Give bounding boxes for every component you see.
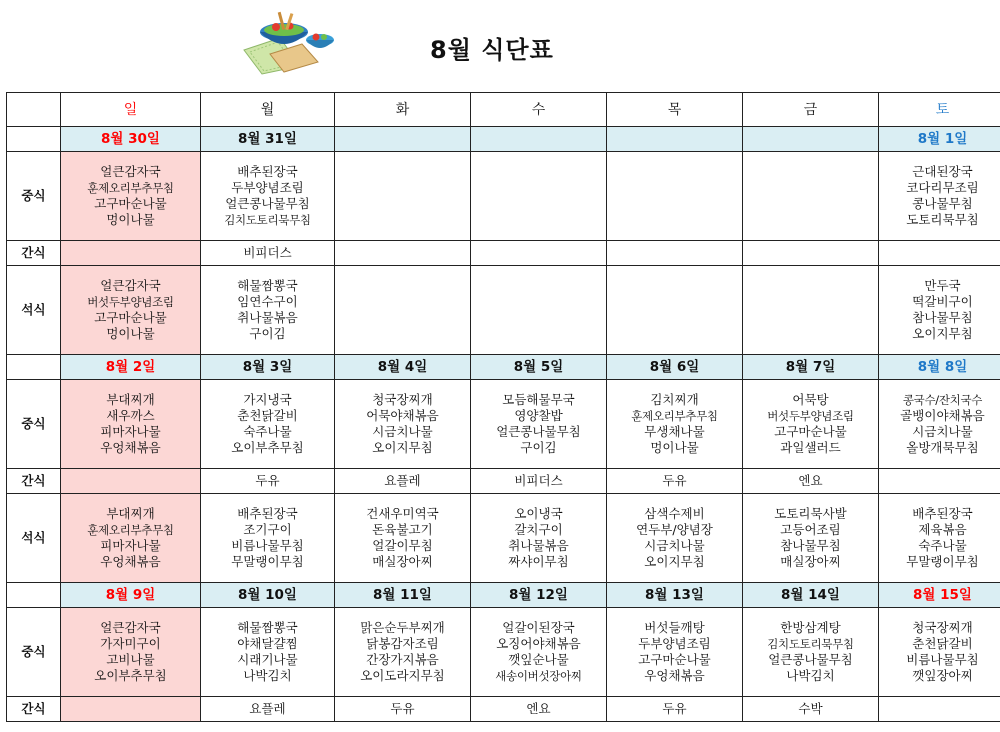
menu-item: 시금치나물 (912, 424, 973, 439)
menu-item: 어묵야채볶음 (366, 408, 439, 423)
menu-item: 오이지무침 (912, 326, 973, 341)
menu-item: 참나물무침 (780, 538, 841, 553)
menu-item: 청국장찌개 (912, 620, 973, 635)
menu-item: 모듬해물무국 (502, 392, 575, 407)
row-label: 중식 (7, 608, 61, 697)
menu-item: 참나물무침 (912, 310, 973, 325)
menu-item: 춘천닭갈비 (912, 636, 973, 651)
date-row-label (7, 127, 61, 152)
menu-item: 얼큰감자국 (100, 620, 161, 635)
menu-cell (335, 241, 471, 266)
food-illustration-icon (240, 10, 340, 76)
weekday-header: 수 (471, 93, 607, 127)
menu-cell (879, 241, 1000, 266)
menu-cell (61, 494, 201, 583)
menu-item: 비피더스 (243, 245, 292, 260)
menu-item: 오이부추무침 (231, 440, 304, 455)
menu-item: 김치찌개 (650, 392, 699, 407)
menu-item: 짜샤이무침 (508, 554, 569, 569)
date-cell: 8월 4일 (335, 355, 471, 380)
menu-item: 훈제오리부추무침 (631, 409, 718, 423)
menu-cell (335, 266, 471, 355)
menu-item: 피마자나물 (100, 424, 161, 439)
menu-item: 콩국수/잔치국수 (902, 393, 983, 407)
menu-item: 삼색수제비 (644, 506, 705, 521)
menu-item: 피마자나물 (100, 538, 161, 553)
menu-item: 고등어조림 (780, 522, 841, 537)
menu-cell (201, 697, 335, 722)
menu-cell (335, 152, 471, 241)
menu-item: 청국장찌개 (372, 392, 433, 407)
menu-item: 버섯들깨탕 (644, 620, 705, 635)
date-cell: 8월 13일 (607, 583, 743, 608)
menu-cell (471, 469, 607, 494)
menu-item: 나박김치 (786, 668, 835, 683)
menu-item: 깻잎순나물 (508, 652, 569, 667)
menu-cell (743, 380, 879, 469)
menu-item: 무말랭이무침 (906, 554, 979, 569)
weekday-header: 일 (61, 93, 201, 127)
date-cell: 8월 15일 (879, 583, 1000, 608)
menu-item: 숙주나물 (918, 538, 967, 553)
menu-item: 훈제오리부추무침 (87, 181, 174, 195)
menu-cell (743, 152, 879, 241)
header (0, 0, 1000, 92)
row-label: 간식 (7, 697, 61, 722)
menu-item: 춘천닭갈비 (237, 408, 298, 423)
menu-item: 우엉채볶음 (100, 554, 161, 569)
menu-item: 깻잎장아찌 (912, 668, 973, 683)
date-row (7, 583, 1000, 608)
menu-cell (61, 152, 201, 241)
date-row-label (7, 583, 61, 608)
menu-item: 멍이나물 (106, 326, 155, 341)
menu-cell (335, 494, 471, 583)
row-label: 간식 (7, 241, 61, 266)
menu-item: 근대된장국 (912, 164, 973, 179)
menu-item: 얼큰콩나물무침 (768, 652, 853, 667)
menu-cell (201, 608, 335, 697)
row-label: 석식 (7, 494, 61, 583)
menu-item: 요플레 (384, 473, 421, 488)
menu-item: 닭봉감자조림 (366, 636, 439, 651)
weekday-header: 목 (607, 93, 743, 127)
date-row (7, 127, 1000, 152)
menu-cell (61, 697, 201, 722)
date-cell: 8월 2일 (61, 355, 201, 380)
menu-item: 올방개묵무침 (906, 440, 979, 455)
menu-cell (201, 494, 335, 583)
menu-cell (335, 697, 471, 722)
date-cell: 8월 5일 (471, 355, 607, 380)
menu-item: 두유 (662, 473, 687, 488)
date-cell: 8월 30일 (61, 127, 201, 152)
menu-item: 비름나물무침 (231, 538, 304, 553)
menu-item: 연두부/양념장 (636, 522, 713, 537)
menu-cell (471, 241, 607, 266)
menu-cell (335, 608, 471, 697)
menu-item: 해물짬뽕국 (237, 278, 298, 293)
menu-item: 갈치구이 (514, 522, 563, 537)
menu-cell (201, 380, 335, 469)
menu-item: 두유 (255, 473, 280, 488)
menu-item: 맑은순두부찌개 (360, 620, 445, 635)
menu-item: 부대찌개 (106, 506, 155, 521)
menu-cell (471, 697, 607, 722)
menu-cell (743, 469, 879, 494)
date-cell (471, 127, 607, 152)
menu-item: 우엉채볶음 (100, 440, 161, 455)
menu-item: 나박김치 (243, 668, 292, 683)
date-cell: 8월 8일 (879, 355, 1000, 380)
menu-item: 고비나물 (106, 652, 155, 667)
menu-item: 오이도라지무침 (360, 668, 445, 683)
menu-item: 오이지무침 (372, 440, 433, 455)
date-cell: 8월 10일 (201, 583, 335, 608)
menu-cell (201, 266, 335, 355)
date-cell (743, 127, 879, 152)
menu-cell (61, 469, 201, 494)
menu-item: 두유 (390, 701, 415, 716)
weekday-header: 화 (335, 93, 471, 127)
menu-item: 시금치나물 (372, 424, 433, 439)
date-cell (335, 127, 471, 152)
menu-cell (879, 380, 1000, 469)
menu-item: 구이김 (520, 440, 557, 455)
corner-cell (7, 93, 61, 127)
menu-cell (471, 608, 607, 697)
menu-cell (61, 380, 201, 469)
menu-cell (61, 608, 201, 697)
menu-cell (607, 494, 743, 583)
menu-cell (335, 380, 471, 469)
menu-item: 새우까스 (106, 408, 155, 423)
menu-item: 한방삼계탕 (780, 620, 841, 635)
menu-cell (61, 266, 201, 355)
menu-cell (607, 241, 743, 266)
menu-cell (879, 608, 1000, 697)
menu-item: 얼큰콩나물무침 (496, 424, 581, 439)
menu-item: 취나물볶음 (508, 538, 569, 553)
menu-item: 코다리무조림 (906, 180, 979, 195)
snack-row (7, 469, 1000, 494)
menu-cell (879, 152, 1000, 241)
date-cell: 8월 3일 (201, 355, 335, 380)
menu-cell (471, 152, 607, 241)
row-label: 석식 (7, 266, 61, 355)
menu-item: 숙주나물 (243, 424, 292, 439)
row-label: 간식 (7, 469, 61, 494)
menu-cell (471, 266, 607, 355)
menu-item: 얼갈이된장국 (502, 620, 575, 635)
menu-item: 오징어야채볶음 (496, 636, 581, 651)
menu-cell (471, 494, 607, 583)
menu-cell (879, 266, 1000, 355)
menu-item: 매실장아찌 (372, 554, 433, 569)
menu-item: 조기구이 (243, 522, 292, 537)
menu-item: 해물짬뽕국 (237, 620, 298, 635)
menu-item: 우엉채볶음 (644, 668, 705, 683)
menu-cell (335, 469, 471, 494)
date-row-label (7, 355, 61, 380)
menu-item: 엔요 (798, 473, 823, 488)
weekday-header-row (7, 93, 1000, 127)
date-cell: 8월 1일 (879, 127, 1000, 152)
menu-item: 버섯두부양념조림 (767, 409, 854, 423)
weekday-header: 월 (201, 93, 335, 127)
menu-item: 버섯두부양념조림 (87, 295, 174, 309)
date-cell: 8월 11일 (335, 583, 471, 608)
meal-schedule-table (6, 92, 1000, 722)
menu-item: 제육볶음 (918, 522, 967, 537)
menu-cell (201, 152, 335, 241)
date-cell: 8월 14일 (743, 583, 879, 608)
menu-cell (879, 494, 1000, 583)
menu-item: 도토리묵무침 (906, 212, 979, 227)
menu-item: 엔요 (526, 701, 551, 716)
weekday-header: 토 (879, 93, 1000, 127)
menu-item: 무생채나물 (644, 424, 705, 439)
menu-cell (879, 697, 1000, 722)
menu-item: 어묵탕 (792, 392, 829, 407)
menu-item: 가자미구이 (100, 636, 161, 651)
menu-item: 멍이나물 (650, 440, 699, 455)
menu-cell (607, 266, 743, 355)
menu-cell (879, 469, 1000, 494)
menu-item: 간장가지볶음 (366, 652, 439, 667)
meal-row (7, 152, 1000, 241)
date-cell: 8월 7일 (743, 355, 879, 380)
menu-item: 김치도토리묵무침 (767, 637, 854, 651)
menu-item: 무말랭이무침 (231, 554, 304, 569)
menu-item: 멍이나물 (106, 212, 155, 227)
menu-item: 오이지무침 (644, 554, 705, 569)
menu-item: 비피더스 (514, 473, 563, 488)
date-cell (607, 127, 743, 152)
menu-item: 요플레 (249, 701, 286, 716)
menu-item: 콩나물무침 (912, 196, 973, 211)
date-cell: 8월 31일 (201, 127, 335, 152)
menu-item: 새송이버섯장아찌 (495, 669, 582, 683)
menu-item: 영양찰밥 (514, 408, 563, 423)
menu-item: 얼큰감자국 (100, 164, 161, 179)
meal-row (7, 266, 1000, 355)
menu-item: 오이냉국 (514, 506, 563, 521)
menu-item: 고구마순나물 (94, 196, 167, 211)
menu-item: 훈제오리부추무침 (87, 523, 174, 537)
menu-item: 가지냉국 (243, 392, 292, 407)
menu-item: 배추된장국 (237, 506, 298, 521)
menu-item: 부대찌개 (106, 392, 155, 407)
row-label: 중식 (7, 152, 61, 241)
menu-item: 떡갈비구이 (912, 294, 973, 309)
menu-item: 건새우미역국 (366, 506, 439, 521)
menu-cell (743, 494, 879, 583)
snack-row (7, 241, 1000, 266)
menu-cell (743, 241, 879, 266)
menu-item: 고구마순나물 (94, 310, 167, 325)
snack-row (7, 697, 1000, 722)
menu-item: 얼큰감자국 (100, 278, 161, 293)
weekday-header: 금 (743, 93, 879, 127)
menu-item: 만두국 (924, 278, 961, 293)
menu-cell (471, 380, 607, 469)
menu-item: 고구마순나물 (638, 652, 711, 667)
menu-cell (743, 266, 879, 355)
menu-cell (743, 697, 879, 722)
menu-item: 두부양념조림 (231, 180, 304, 195)
meal-row (7, 380, 1000, 469)
menu-cell (743, 608, 879, 697)
date-row (7, 355, 1000, 380)
menu-item: 도토리묵사발 (774, 506, 847, 521)
menu-item: 과일샐러드 (780, 440, 841, 455)
menu-cell (607, 152, 743, 241)
menu-item: 시금치나물 (644, 538, 705, 553)
menu-cell (607, 697, 743, 722)
menu-cell (61, 241, 201, 266)
menu-item: 구이김 (249, 326, 286, 341)
menu-item: 돈육불고기 (372, 522, 433, 537)
menu-item: 배추된장국 (912, 506, 973, 521)
menu-cell (201, 469, 335, 494)
menu-item: 오이부추무침 (94, 668, 167, 683)
menu-item: 두부양념조림 (638, 636, 711, 651)
meal-row (7, 608, 1000, 697)
date-cell: 8월 6일 (607, 355, 743, 380)
row-label: 중식 (7, 380, 61, 469)
menu-item: 야채달걀찜 (237, 636, 298, 651)
menu-cell (607, 380, 743, 469)
menu-item: 취나물볶음 (237, 310, 298, 325)
menu-item: 임연수구이 (237, 294, 298, 309)
menu-item: 골뱅이야채볶음 (900, 408, 985, 423)
menu-item: 고구마순나물 (774, 424, 847, 439)
menu-item: 두유 (662, 701, 687, 716)
page-title: 8월 식단표 (430, 36, 554, 64)
meal-row (7, 494, 1000, 583)
menu-item: 수박 (798, 701, 823, 716)
menu-cell (201, 241, 335, 266)
menu-item: 얼큰콩나물무침 (225, 196, 310, 211)
menu-item: 비름나물무침 (906, 652, 979, 667)
menu-cell (607, 608, 743, 697)
menu-item: 매실장아찌 (780, 554, 841, 569)
date-cell: 8월 9일 (61, 583, 201, 608)
date-cell: 8월 12일 (471, 583, 607, 608)
menu-item: 시래기나물 (237, 652, 298, 667)
menu-item: 김치도토리묵무침 (224, 213, 311, 227)
menu-cell (607, 469, 743, 494)
menu-item: 얼갈이무침 (372, 538, 433, 553)
menu-item: 배추된장국 (237, 164, 298, 179)
